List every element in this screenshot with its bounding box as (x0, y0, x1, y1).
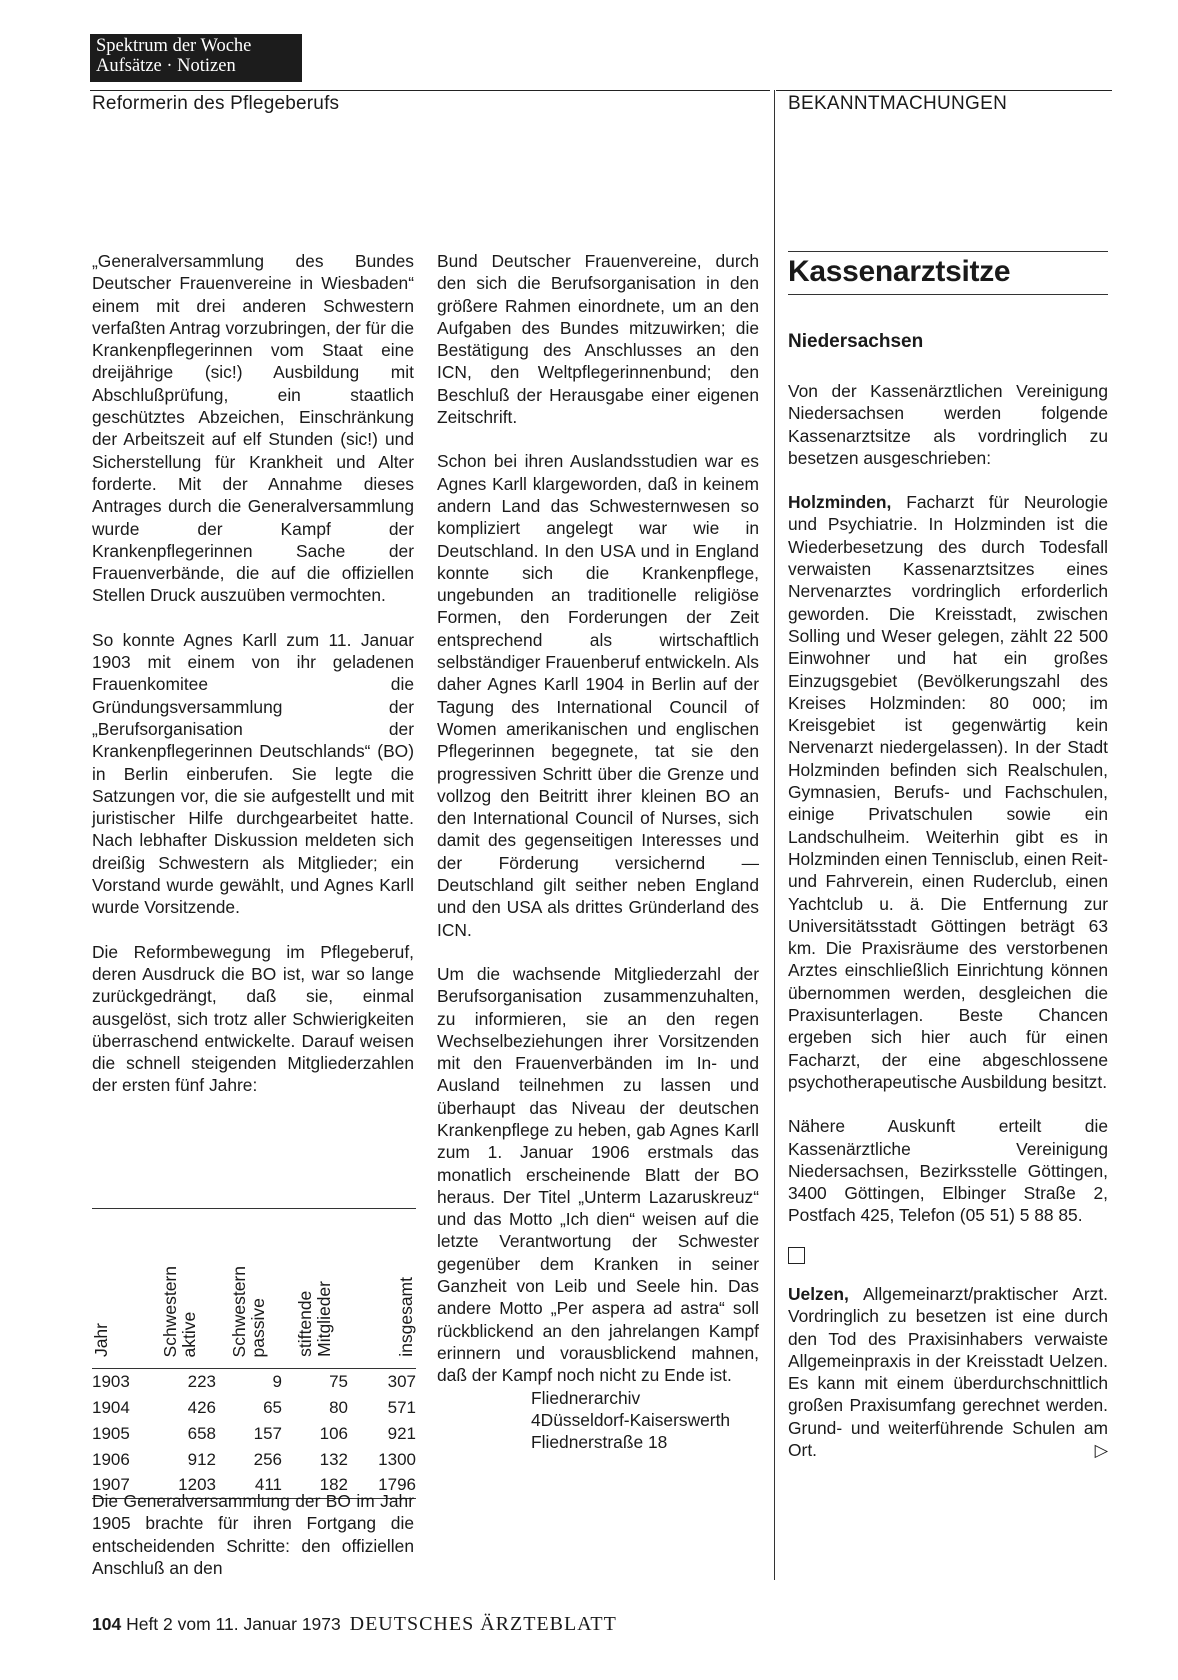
table-cell: 1907 (92, 1473, 144, 1499)
table-row (92, 1395, 416, 1421)
page-number: 104 (92, 1614, 122, 1634)
header-box-line1: Spektrum der Woche (96, 36, 252, 56)
announcement-rule-top (788, 251, 1108, 252)
table-cell: 1796 (348, 1473, 416, 1499)
listing-text: Allgemeinarzt/praktischer Arzt. Vordringlich zu besetzen ist eine durch den Tod des Praxisinhabers verwaiste Allgemeinpraxis in der Kreisstadt Uelzen. Es kann mit einem überdurchschnittlich großen Praxisumfang gerechnet werden. Grund- und weiterführende Schulen am Ort. (788, 1283, 1108, 1461)
announcements-section-title: BEKANNTMACHUNGEN (788, 93, 1008, 114)
table-cell: 1300 (378, 1449, 416, 1469)
signature-line: 4Düsseldorf-Kaiserswerth (531, 1409, 731, 1430)
article-paragraph: Schon bei ihren Auslandsstudien war es Agnes Karll klargeworden, daß in keinem andern Land das Schwesternwesen so kompliziert angelegt war wie in Deutschland. In den USA und in England konnte sich die Krankenpflege, ungebunden an traditionelle religiöse Formen, den Forderungen der Zeit entsprechend als wirtschaftlich selbständiger Frauenberuf entwickeln. Als daher Agnes Karll 1904 in Berlin auf der Tagung des International Council of Women amerikanischen und englischen Pflegerinnen begegnete, tat sie den progressiven Schritt über die Grenze und vollzog den Beitritt ihrer kleinen BO an den International Council of Nurses, sich damit des gegenseitigen Interesses und der Förderung versichernd — Deutschland gilt seither neben England und den USA als drittes Gründerland des ICN. (437, 451, 759, 940)
listing-text: Facharzt für Neurologie und Psychiatrie. In Holzminden ist die Wiederbesetzung des durch Todesfall verwaisten Kassenarztsitzes eines Nervenarztes vordringlich erforderlich geworden. Die Kreisstadt, zwischen Solling und Weser gelegen, zählt 22 500 Einwohner und hat ein großes Einzugsgebiet (Bevölkerungszahl des Kreises Holzminden: 80 000; im Kreisgebiet ist gegenwärtig kein Nervenarzt niedergelassen). In der Stadt Holzminden befinden sich Realschulen, Gymnasien, Berufs- und Fachschulen, einige Privatschulen sowie ein Landschulheim. Weiterhin gibt es in Holzminden einen Tennisclub, einen Reit- und Fahrverein, einen Ruderclub, einen Yachtclub u. ä. Die Entfernung zur Universitätsstadt Göttingen beträgt 63 km. Die Praxisräume des verstorbenen Arztes einschließlich Einrichtung können übernommen werden, desgleichen die Praxisunterlagen. Beste Chancen ergeben sich hier auch für einen Facharzt, der eine abgeschlossene psychotherapeutische Ausbildung besitzt. (788, 492, 1108, 1092)
table-cell: 921 (387, 1423, 416, 1443)
table-row (92, 1369, 416, 1395)
signature-line: Fliednerstraße 18 (531, 1432, 668, 1453)
article-paragraph: Um die wachsende Mitgliederzahl der Berufsorganisation zusammenzuhalten, zu informieren, sie an den regen Wechselbeziehungen ihrer Vorsitzenden mit den Frauenverbänden im In- und Ausland teilnehmen zu lassen und überhaupt das Niveau der deutschen Krankenpflege zu heben, gab Agnes Karll zum 1. Januar 1906 erstmals das monatlich erscheinende Blatt der BO heraus. Der Titel „Unterm Lazaruskreuz“ und das Motto „Ich dien“ weisen auf die letzte Verantwortung der Schwester gegenüber dem Kranken in seiner Ganzheit von Leib und Seele hin. Das andere Motto „Per aspera ad astra“ soll rückblickend an den jahrelangen Kampf erinnern und vorausblickend mahnen, daß der Kampf noch nicht zu Ende ist. (437, 963, 759, 1386)
listing-place: Holzminden, (788, 492, 892, 513)
article-column-1-continued (92, 1490, 414, 1579)
page-footer (92, 1613, 617, 1636)
table-cell: 1904 (92, 1397, 130, 1417)
table-cell: 256 (253, 1449, 282, 1469)
article-paragraph: Bund Deutscher Frauenvereine, durch den sich die Berufsorganisation in den größere Rahmen einordnete, um an den Aufgaben des Bundes mitzuwirken; die Bestätigung des Anschlusses an den ICN, den Weltpflegerinnenbund; den Beschluß der Herausgabe einer eigenen Zeitschrift. (437, 251, 759, 428)
listing-holzminden (788, 491, 1108, 1093)
announcement-column (788, 380, 1108, 1461)
region-heading: Niedersachsen (788, 331, 924, 352)
table-cell: 75 (329, 1371, 348, 1391)
table-cell: 9 (272, 1371, 282, 1391)
article-column-2 (437, 250, 759, 1453)
column-header-active: Schwestern aktive (144, 1209, 216, 1369)
table-cell: 132 (319, 1449, 348, 1469)
listing-place: Uelzen, (788, 1283, 849, 1304)
article-paragraph: „Generalversammlung des Bundes Deutscher Frauenvereine in Wiesbaden“ einem mit drei anderen Schwestern verfaßten Antrag vorzubringen, der für die Krankenpflegerinnen vom Staat eine dreijährige (sic!) Ausbildung mit Abschlußprüfung, ein staatlich geschütztes Abzeichen, Einschränkung der Arbeitszeit auf elf Stunden (sic!) und Sicherstellung für Krankheit und Alter forderte. Mit der Annahme dieses Antrages durch die Generalversammlung wurde der Kampf der Krankenpflegerinnen Sache der Frauenverbände, die auf die offiziellen Stellen Druck auszuüben vermochten. (92, 251, 414, 606)
announcement-intro: Von der Kassenärztlichen Vereinigung Niedersachsen werden folgende Kassenarztsitze als vordringlich zu besetzen ausgeschrieben: (788, 381, 1108, 468)
table-cell: 1905 (92, 1423, 130, 1443)
issue-info: Heft 2 vom 11. Januar 1973 (126, 1614, 341, 1634)
table-cell: 426 (187, 1397, 216, 1417)
top-rule-right (776, 90, 1112, 91)
table-cell: 658 (187, 1423, 216, 1443)
column-header-donors: stiftende Mitglieder (282, 1209, 348, 1369)
table-cell: 571 (387, 1397, 416, 1417)
announcement-rule-bottom (788, 294, 1108, 295)
top-rule-left (90, 90, 770, 91)
table-cell: 912 (187, 1449, 216, 1469)
journal-masthead: DEUTSCHES ÄRZTEBLATT (349, 1613, 617, 1635)
table-cell: 182 (282, 1473, 348, 1499)
header-box-line2: Aufsätze · Notizen (96, 56, 236, 76)
column-header-year: Jahr (92, 1209, 144, 1369)
table-header-row (92, 1209, 416, 1369)
article-paragraph: Die Generalversammlung der BO im Jahr 1905 brachte für ihren Fortgang die entscheidenden Schritte: den offiziellen Anschluß an den (92, 1491, 414, 1578)
table-cell: 223 (187, 1371, 216, 1391)
table-cell: 65 (263, 1397, 282, 1417)
table-cell: 1906 (92, 1449, 130, 1469)
membership-table (92, 1208, 416, 1499)
table-cell: 411 (216, 1473, 282, 1499)
table-row (92, 1447, 416, 1473)
column-header-total: insgesamt (348, 1209, 416, 1369)
continued-arrow-icon: ▷ (1094, 1440, 1108, 1461)
article-column-1 (92, 250, 414, 1097)
signature-line: Fliednerarchiv (531, 1387, 641, 1408)
table-cell: 1203 (144, 1473, 216, 1499)
separator-square-icon (788, 1247, 805, 1264)
article-paragraph: So konnte Agnes Karll zum 11. Januar 1903 mit einem von ihr geladenen Frauenkomitee die Gründungsversammlung der „Berufsorganisation der Krankenpflegerinnen Deutschlands“ (BO) in Berlin einberufen. Sie legte die Satzungen vor, die sie aufgestellt und mit juristischer Hilfe durchgearbeitet hatte. Nach lebhafter Diskussion meldeten sich dreißig Schwestern als Mitglieder; ein Vorstand wurde gewählt, und Agnes Karll wurde Vorsitzende. (92, 629, 414, 918)
source-signature (437, 1387, 759, 1454)
column-divider (774, 90, 775, 1580)
contact-info: Nähere Auskunft erteilt die Kassenärztliche Vereinigung Niedersachsen, Bezirksstelle Göttingen, 3400 Göttingen, Elbinger Straße 2, Postfach 425, Telefon (05 51) 5 88 85. (788, 1116, 1108, 1226)
table-cell: 1903 (92, 1371, 130, 1391)
column-header-passive: Schwestern passive (216, 1209, 282, 1369)
section-header-box (90, 34, 302, 82)
announcement-title: Kassenarztsitze (788, 255, 1011, 288)
table-row (92, 1421, 416, 1447)
article-paragraph: Die Reformbewegung im Pflegeberuf, deren Ausdruck die BO ist, war so lange zurückgedrängt, daß sie, einmal ausgelöst, sich trotz aller Schwierigkeiten überraschend entwickelte. Darauf weisen die schnell steigenden Mitgliederzahlen der ersten fünf Jahre: (92, 941, 414, 1096)
table-cell: 106 (319, 1423, 348, 1443)
table-cell: 80 (329, 1397, 348, 1417)
table-cell: 157 (253, 1423, 282, 1443)
listing-uelzen (788, 1283, 1108, 1461)
article-section-title: Reformerin des Pflegeberufs (92, 93, 340, 114)
table-cell: 307 (387, 1371, 416, 1391)
